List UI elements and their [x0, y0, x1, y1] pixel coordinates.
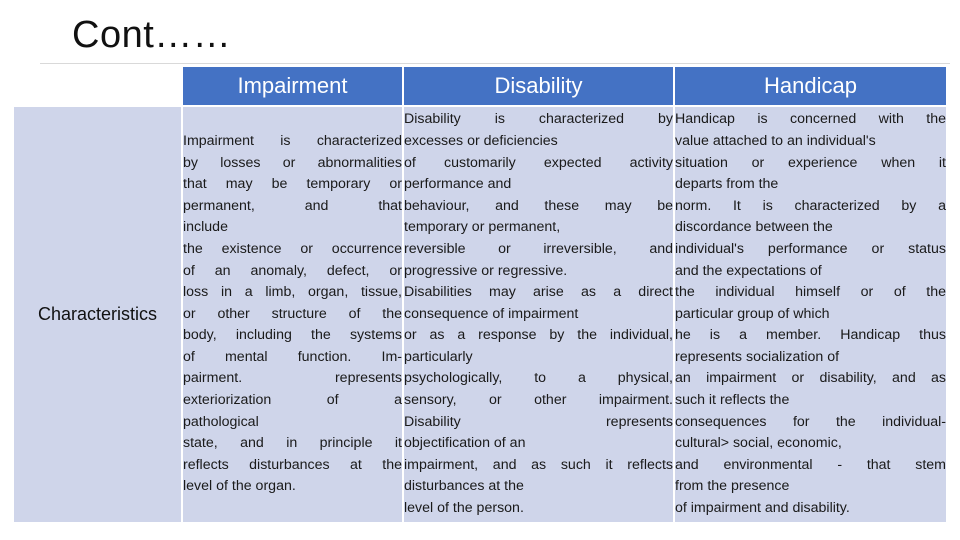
text-line: progressive or regressive.: [404, 262, 568, 279]
text-line: objectification of an: [404, 435, 526, 452]
text-line: norm. It is characterized by a: [675, 197, 946, 214]
cell-impairment: [183, 107, 402, 522]
text-line: Handicap is concerned with the: [675, 111, 946, 128]
header-handicap: Handicap: [675, 67, 946, 105]
text-line: represents socialization of: [675, 348, 840, 365]
slide-title: Cont……: [72, 14, 232, 56]
text-line: by losses or abnormalities: [183, 154, 402, 171]
text-line: of mental function. Im-: [183, 348, 402, 365]
text-line: excesses or deficiencies: [404, 132, 558, 149]
text-line: disturbances at the: [404, 478, 524, 495]
text-line: of customarily expected activity: [404, 154, 673, 171]
text-line: consequences for the individual-: [675, 413, 946, 430]
text-line: behaviour, and these may be: [404, 197, 673, 214]
corner-cell: [14, 67, 181, 105]
text-line: body, including the systems: [183, 327, 402, 344]
text-line: consequence of impairment: [404, 305, 579, 322]
text-line: value attached to an individual's: [675, 132, 876, 149]
text-line: or as a response by the individual,: [404, 327, 673, 344]
text-line: cultural> social, economic,: [675, 435, 842, 452]
text-line: performance and: [404, 176, 512, 193]
cell-handicap: [675, 107, 946, 522]
text-line: reversible or irreversible, and: [404, 240, 673, 257]
text-line: Disability represents: [404, 413, 673, 430]
text-line: individual's performance or status: [675, 240, 946, 257]
text-line: reflects disturbances at the: [183, 456, 402, 473]
text-line: and environmental - that stem: [675, 456, 946, 473]
text-line: he is a member. Handicap thus: [675, 327, 946, 344]
text-line: exteriorization of a: [183, 392, 402, 409]
text-line: sensory, or other impairment.: [404, 392, 673, 409]
text-line: particular group of which: [675, 305, 830, 322]
text-line: loss in a limb, organ, tissue,: [183, 284, 402, 301]
text-line: particularly: [404, 348, 473, 365]
text-line: level of the organ.: [183, 478, 296, 495]
text-line: psychologically, to a physical,: [404, 370, 673, 387]
text-line: permanent, and that: [183, 197, 402, 214]
header-impairment: Impairment: [183, 67, 402, 105]
title-divider: [40, 63, 950, 64]
header-disability: Disability: [404, 67, 673, 105]
text-line: temporary or permanent,: [404, 219, 561, 236]
text-line: departs from the: [675, 176, 779, 193]
comparison-table: [12, 65, 948, 524]
cell-disability: [404, 107, 673, 522]
text-line: discordance between the: [675, 219, 833, 236]
text-line: the individual himself or of the: [675, 284, 946, 301]
text-line: such it reflects the: [675, 392, 790, 409]
text-line: level of the person.: [404, 500, 524, 517]
text-line: and the expectations of: [675, 262, 822, 279]
text-line: of an anomaly, defect, or: [183, 262, 402, 279]
row-label-characteristics: Characteristics: [14, 107, 181, 522]
text-line: or other structure of the: [183, 305, 402, 322]
text-line: pairment. represents: [183, 370, 402, 387]
text-line: situation or experience when it: [675, 154, 946, 171]
text-line: the existence or occurrence: [183, 240, 402, 257]
text-line: pathological: [183, 413, 259, 430]
header-row: [14, 67, 946, 105]
characteristics-row: [14, 107, 946, 522]
text-line: impairment, and as such it reflects: [404, 456, 673, 473]
text-line: state, and in principle it: [183, 435, 402, 452]
text-line: from the presence: [675, 478, 790, 495]
text-line: that may be temporary or: [183, 176, 402, 193]
text-line: an impairment or disability, and as: [675, 370, 946, 387]
text-line: Disabilities may arise as a direct: [404, 284, 673, 301]
text-line: Disability is characterized by: [404, 111, 673, 128]
text-line: Impairment is characterized: [183, 132, 402, 149]
text-line: of impairment and disability.: [675, 500, 850, 517]
text-line: include: [183, 219, 228, 236]
